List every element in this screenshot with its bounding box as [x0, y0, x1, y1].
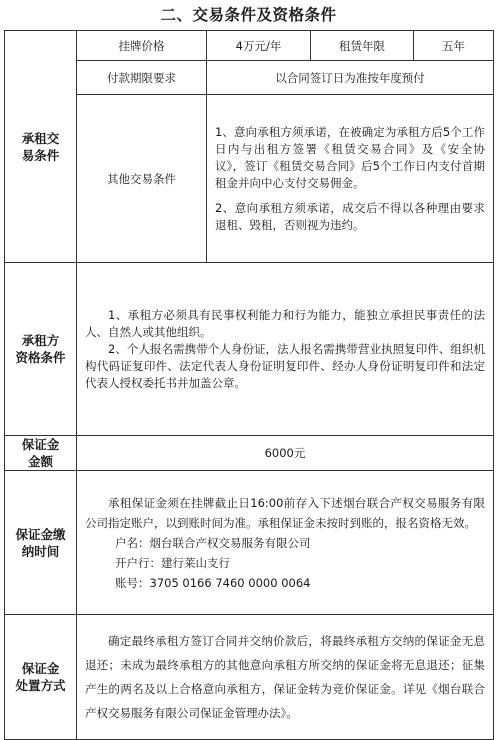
payment-term-value: 以合同签订日为准按年度预付 [207, 61, 494, 95]
deposit-disposal-text: 确定最终承租方签订合同并交纳价款后，将最终承租方交纳的保证金无息退还；未成为最终承租方的其他意向承租方所交纳的保证金将无息退还；征集产生的两名及以上合格意向承租方，保证金转为竞价保证金。详见《烟台联合产权交易服务有限公司保证金管理办法》。 [85, 634, 485, 720]
listing-price-label: 挂牌价格 [77, 31, 207, 61]
other-conditions-item-1: 1、意向承租方须承诺，在被确定为承租方后5个工作日内与出租方签署《租赁交易合同》及《安全协议》，签订《租赁交易合同》后5个工作日内支付首期租金并向中心支付交易佣金。 [215, 124, 485, 190]
qualification-header [5, 263, 77, 436]
lease-term-value: 五年 [414, 31, 494, 61]
deposit-disposal-cell [77, 615, 494, 740]
trade-conditions-header-text: 承租交 易条件 [21, 130, 60, 163]
deposit-disposal-header [5, 615, 77, 740]
other-conditions-item-2: 2、意向承租方须承诺，成交后不得以各种理由要求退租、毁租，否则视为违约。 [215, 200, 485, 232]
account-bank: 开户行：建行莱山支行 [115, 555, 230, 570]
other-conditions-cell [207, 95, 494, 263]
qualification-item-1: 1、承租方必须具有民事权利能力和行为能力，能独立承担民事责任的法人、自然人或其他组织。 [85, 307, 485, 339]
deposit-amount-header-text: 保证金 金额 [21, 437, 60, 469]
account-name: 户名：烟台联合产权交易服务有限公司 [115, 535, 311, 550]
qualification-header-text: 承租方 资格条件 [15, 333, 66, 365]
document-title: 二、交易条件及资格条件 [160, 6, 337, 24]
conditions-table [4, 30, 494, 740]
qualification-item-2: 2、个人报名需携带个人身份证，法人报名需携带营业执照复印件、组织机构代码证复印件、法定代表人身份证明复印件、经办人身份证明复印件和法定代表人授权委托书并加盖公章。 [85, 341, 485, 390]
other-conditions-label: 其他交易条件 [77, 95, 207, 263]
deposit-time-header [5, 471, 77, 615]
deposit-disposal-header-text: 保证金 处置方式 [15, 661, 66, 693]
deposit-time-cell [77, 471, 494, 615]
payment-term-label: 付款期限要求 [77, 61, 207, 95]
account-number: 账号：3705 0166 7460 0000 0064 [115, 575, 311, 590]
deposit-time-text: 承租保证金须在挂牌截止日16:00前存入下述烟台联合产权交易服务有限公司指定账户，以到账时间为准。承租保证金未按时到账的，报名资格无效。 [85, 495, 485, 530]
lease-term-label: 租赁年限 [311, 31, 414, 61]
deposit-time-header-text: 保证金缴 纳时间 [15, 526, 66, 559]
trade-conditions-header [5, 31, 77, 263]
listing-price-value: 4万元/年 [207, 31, 311, 61]
deposit-amount-value: 6000元 [77, 436, 494, 471]
qualification-cell [77, 263, 494, 436]
deposit-amount-header [5, 436, 77, 471]
